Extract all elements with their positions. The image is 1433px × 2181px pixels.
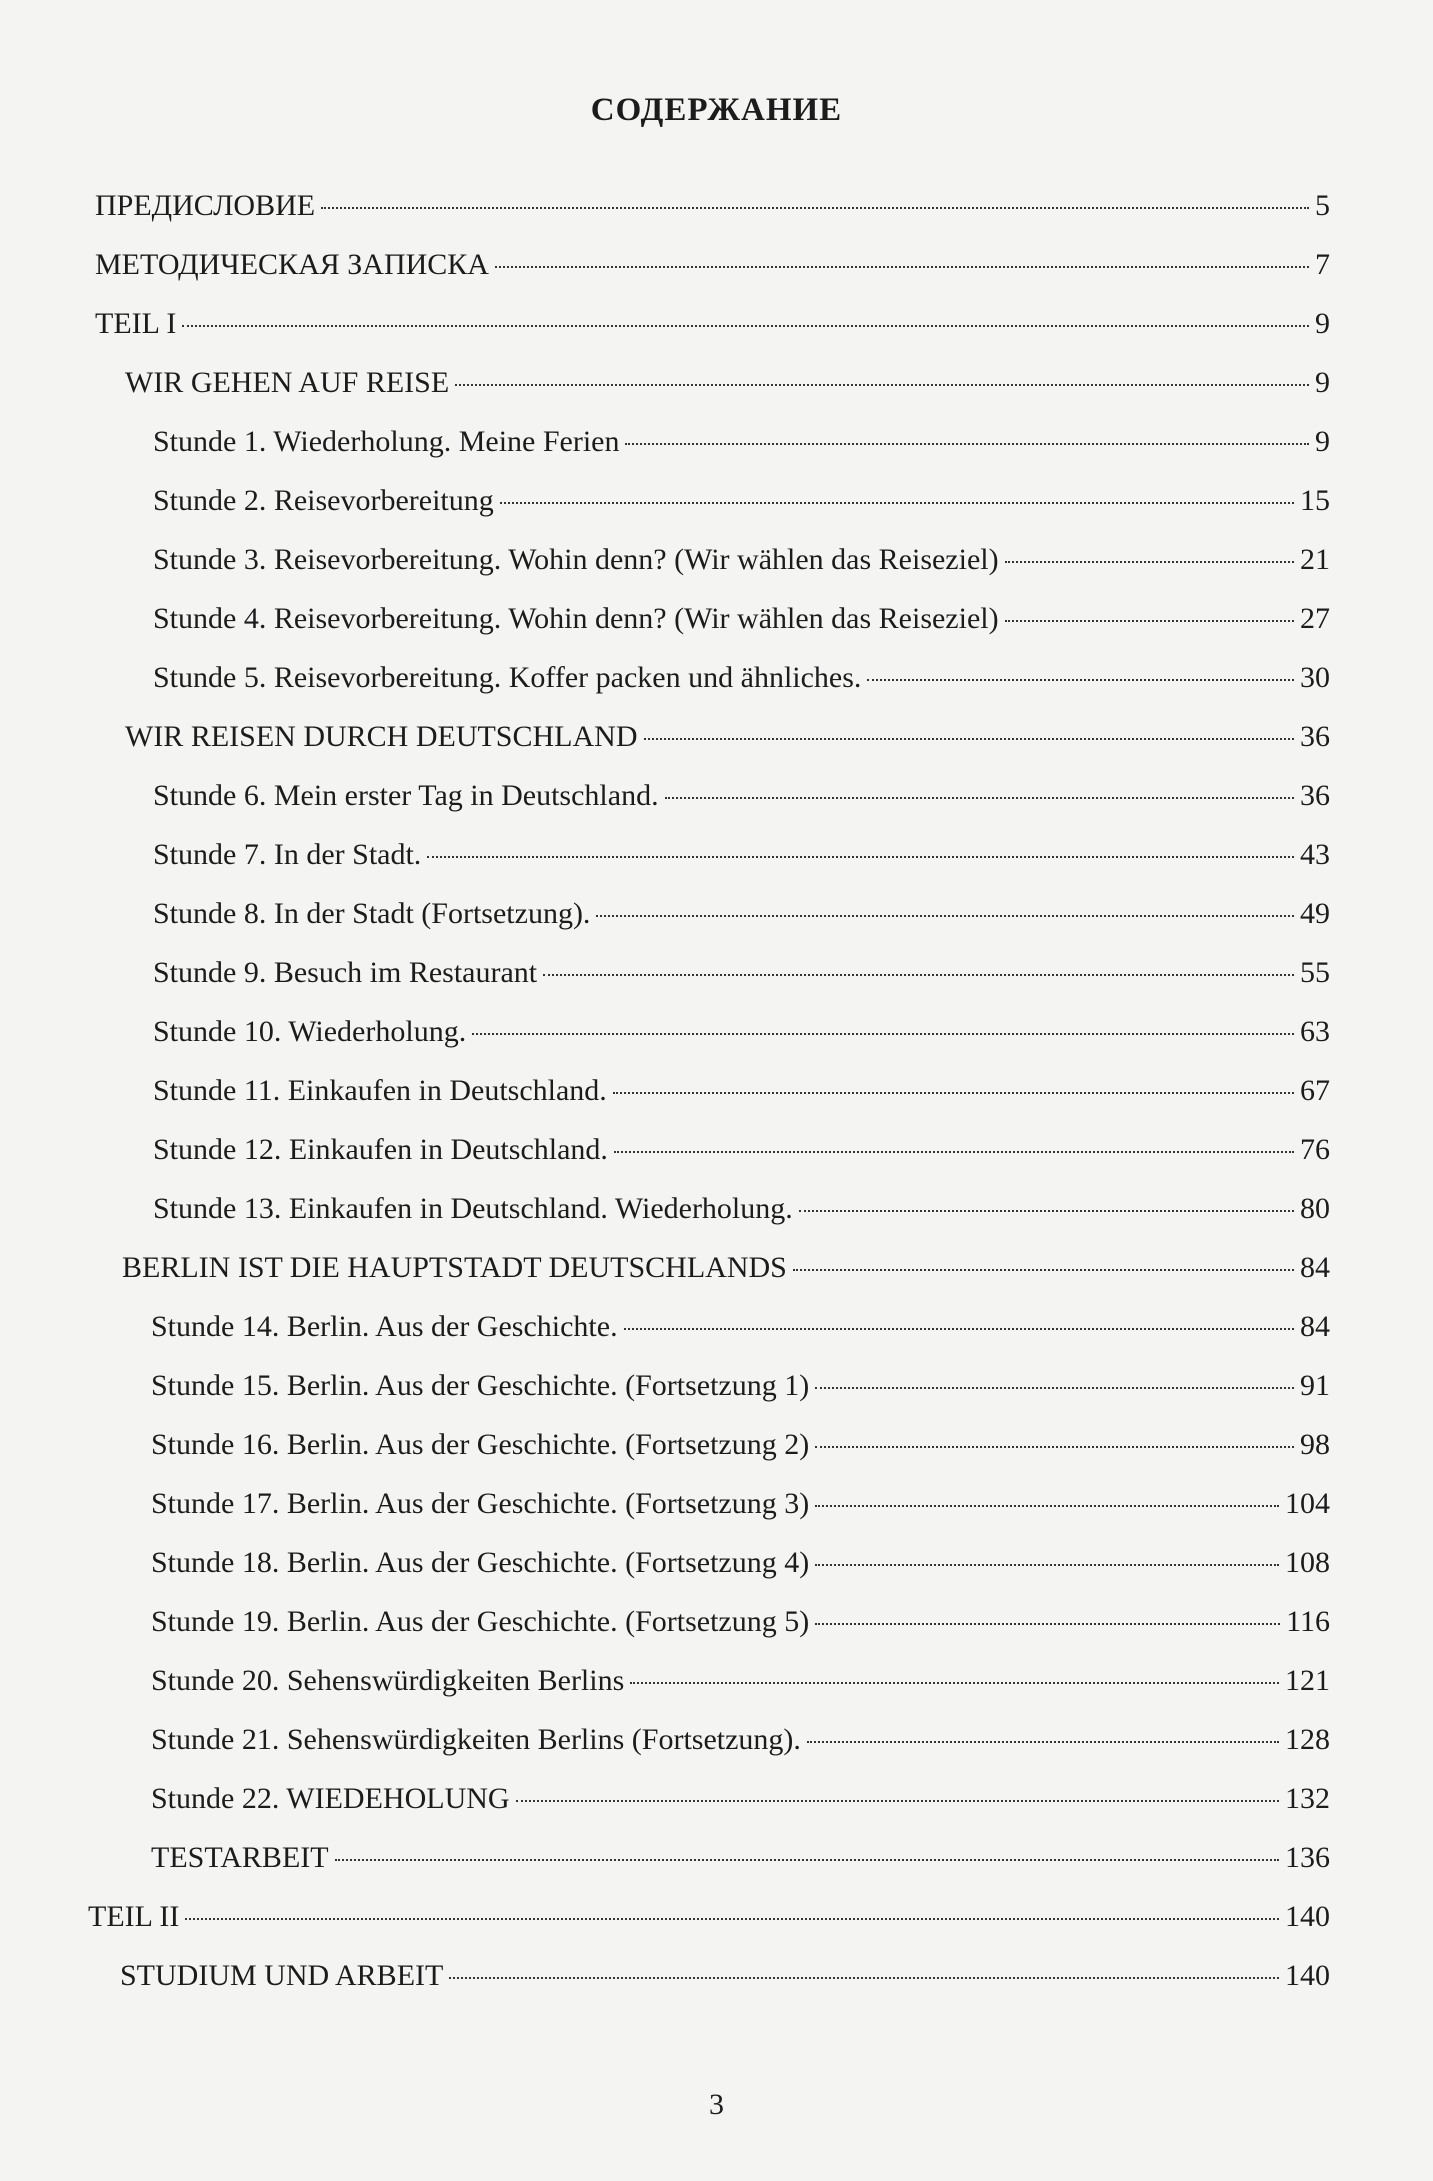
toc-entry-page: 132 [1285, 1782, 1330, 1815]
dot-leader [807, 1741, 1279, 1743]
toc-entry-label: Stunde 5. Reisevorbereitung. Koffer packen und ähnliches. [153, 661, 862, 694]
toc-entry [153, 660, 1330, 696]
toc-entry-page: 27 [1300, 602, 1330, 635]
toc-entry-label: Stunde 22. WIEDEHOLUNG [151, 1782, 510, 1815]
toc-entry-page: 55 [1300, 956, 1330, 989]
toc-entry [125, 365, 1330, 401]
toc-entry-page: 5 [1315, 189, 1330, 222]
toc-entry [153, 778, 1330, 814]
toc-entry-page: 49 [1300, 897, 1330, 930]
toc-entry-label: Stunde 14. Berlin. Aus der Geschichte. [151, 1310, 618, 1343]
toc-entry [151, 1486, 1330, 1522]
dot-leader [335, 1859, 1279, 1861]
toc-entry-page: 91 [1300, 1369, 1330, 1402]
toc-entry-label: Stunde 18. Berlin. Aus der Geschichte. (Fortsetzung 4) [151, 1546, 810, 1579]
dot-leader [624, 1328, 1294, 1330]
toc-entry [95, 247, 1330, 283]
toc-entry [151, 1840, 1330, 1876]
toc-entry [153, 483, 1330, 519]
toc-entry-label: WIR REISEN DURCH DEUTSCHLAND [125, 720, 638, 753]
page-number: 3 [709, 2088, 724, 2121]
toc-entry-label: TESTARBEIT [151, 1841, 329, 1874]
toc-entry-page: 43 [1300, 838, 1330, 871]
dot-leader [455, 384, 1309, 386]
dot-leader [625, 443, 1309, 445]
toc-entry-label: Stunde 7. In der Stadt. [153, 838, 422, 871]
toc-entry [151, 1663, 1330, 1699]
dot-leader [815, 1387, 1294, 1389]
toc-entry [153, 896, 1330, 932]
toc-entry-label: TEIL II [88, 1900, 180, 1933]
toc-entry-page: 136 [1285, 1841, 1330, 1874]
toc-entry-label: МЕТОДИЧЕСКАЯ ЗАПИСКА [95, 248, 489, 281]
toc-entry-page: 108 [1285, 1546, 1330, 1579]
dot-leader [427, 856, 1294, 858]
toc-entry [153, 955, 1330, 991]
toc-entry [95, 306, 1330, 342]
toc-entry-label: Stunde 21. Sehenswürdigkeiten Berlins (Fortsetzung). [151, 1723, 801, 1756]
toc-entry [153, 542, 1330, 578]
toc-entry [153, 424, 1330, 460]
dot-leader [815, 1623, 1280, 1625]
toc-entry-page: 9 [1315, 366, 1330, 399]
toc-entry [151, 1309, 1330, 1345]
toc-entry-page: 67 [1300, 1074, 1330, 1107]
toc-entry-page: 104 [1285, 1487, 1330, 1520]
toc-entry [153, 1014, 1330, 1050]
toc-entry-page: 116 [1286, 1605, 1330, 1638]
dot-leader [185, 1918, 1279, 1920]
toc-entry-label: ПРЕДИСЛОВИЕ [95, 189, 316, 222]
toc-entry [153, 837, 1330, 873]
dot-leader [1005, 561, 1294, 563]
contents-title: СОДЕРЖАНИЕ [590, 92, 843, 128]
toc-entry-page: 36 [1300, 779, 1330, 812]
toc-entry [153, 1132, 1330, 1168]
dot-leader [793, 1269, 1294, 1271]
toc-entry-label: WIR GEHEN AUF REISE [125, 366, 450, 399]
toc-entry-label: Stunde 17. Berlin. Aus der Geschichte. (Fortsetzung 3) [151, 1487, 810, 1520]
toc-entry-label: Stunde 1. Wiederholung. Meine Ferien [153, 425, 620, 458]
toc-entry-page: 121 [1285, 1664, 1330, 1697]
toc-entry-label: Stunde 13. Einkaufen in Deutschland. Wiederholung. [153, 1192, 793, 1225]
toc-entry [151, 1781, 1330, 1817]
dot-leader [815, 1446, 1294, 1448]
toc-entry-page: 30 [1300, 661, 1330, 694]
toc-entry-label: Stunde 11. Einkaufen in Deutschland. [153, 1074, 607, 1107]
toc-entry [153, 1073, 1330, 1109]
dot-leader [815, 1564, 1279, 1566]
toc-entry-page: 36 [1300, 720, 1330, 753]
toc-entry-page: 21 [1300, 543, 1330, 576]
dot-leader [665, 797, 1294, 799]
dot-leader [516, 1800, 1279, 1802]
dot-leader [867, 679, 1294, 681]
dot-leader [321, 207, 1309, 209]
toc-entry-page: 9 [1315, 307, 1330, 340]
toc-entry-page: 7 [1315, 248, 1330, 281]
dot-leader [449, 1977, 1279, 1979]
toc-entry-page: 9 [1315, 425, 1330, 458]
toc-entry-page: 76 [1300, 1133, 1330, 1166]
toc-entry [95, 188, 1330, 224]
dot-leader [815, 1505, 1279, 1507]
toc-entry-label: Stunde 19. Berlin. Aus der Geschichte. (Fortsetzung 5) [151, 1605, 810, 1638]
toc-entry-label: Stunde 3. Reisevorbereitung. Wohin denn? (Wir wählen das Reiseziel) [153, 543, 999, 576]
toc-entry [151, 1722, 1330, 1758]
toc-entry [125, 719, 1330, 755]
toc-entry-label: Stunde 6. Mein erster Tag in Deutschland. [153, 779, 659, 812]
toc-entry-label: Stunde 8. In der Stadt (Fortsetzung). [153, 897, 591, 930]
toc-entry-page: 15 [1300, 484, 1330, 517]
dot-leader [500, 502, 1294, 504]
toc-entry-page: 98 [1300, 1428, 1330, 1461]
toc-entry-page: 80 [1300, 1192, 1330, 1225]
toc-entry [151, 1368, 1330, 1404]
toc-entry-label: Stunde 9. Besuch im Restaurant [153, 956, 538, 989]
toc-entry-label: Stunde 20. Sehenswürdigkeiten Berlins [151, 1664, 625, 1697]
toc-entry-label: Stunde 10. Wiederholung. [153, 1015, 467, 1048]
toc-entry-label: BERLIN IST DIE HAUPTSTADT DEUTSCHLANDS [122, 1251, 787, 1284]
toc-entry-page: 140 [1285, 1900, 1330, 1933]
toc-entry-page: 84 [1300, 1251, 1330, 1284]
toc-entry [120, 1958, 1330, 1994]
toc-entry-page: 84 [1300, 1310, 1330, 1343]
toc-entry [153, 601, 1330, 637]
dot-leader [630, 1682, 1279, 1684]
dot-leader [644, 738, 1295, 740]
toc-entry-label: Stunde 2. Reisevorbereitung [153, 484, 494, 517]
toc-entry-page: 63 [1300, 1015, 1330, 1048]
toc-entry [151, 1604, 1330, 1640]
toc-entry [122, 1250, 1330, 1286]
toc-entry-label: Stunde 4. Reisevorbereitung. Wohin denn? (Wir wählen das Reiseziel) [153, 602, 999, 635]
toc-entry-label: TEIL I [95, 307, 177, 340]
dot-leader [596, 915, 1294, 917]
toc-entry [151, 1545, 1330, 1581]
toc-entry-label: Stunde 15. Berlin. Aus der Geschichte. (Fortsetzung 1) [151, 1369, 810, 1402]
toc-entry-label: Stunde 16. Berlin. Aus der Geschichte. (Fortsetzung 2) [151, 1428, 810, 1461]
toc-entry [88, 1899, 1330, 1935]
toc-entry-page: 140 [1285, 1959, 1330, 1992]
dot-leader [182, 325, 1309, 327]
toc-entry [153, 1191, 1330, 1227]
dot-leader [472, 1033, 1294, 1035]
dot-leader [799, 1210, 1294, 1212]
dot-leader [495, 266, 1309, 268]
toc-entry-label: STUDIUM UND ARBEIT [120, 1959, 444, 1992]
toc-entry [151, 1427, 1330, 1463]
toc-entry-page: 128 [1285, 1723, 1330, 1756]
dot-leader [613, 1092, 1294, 1094]
dot-leader [614, 1151, 1294, 1153]
dot-leader [543, 974, 1294, 976]
dot-leader [1005, 620, 1294, 622]
toc-entry-label: Stunde 12. Einkaufen in Deutschland. [153, 1133, 608, 1166]
